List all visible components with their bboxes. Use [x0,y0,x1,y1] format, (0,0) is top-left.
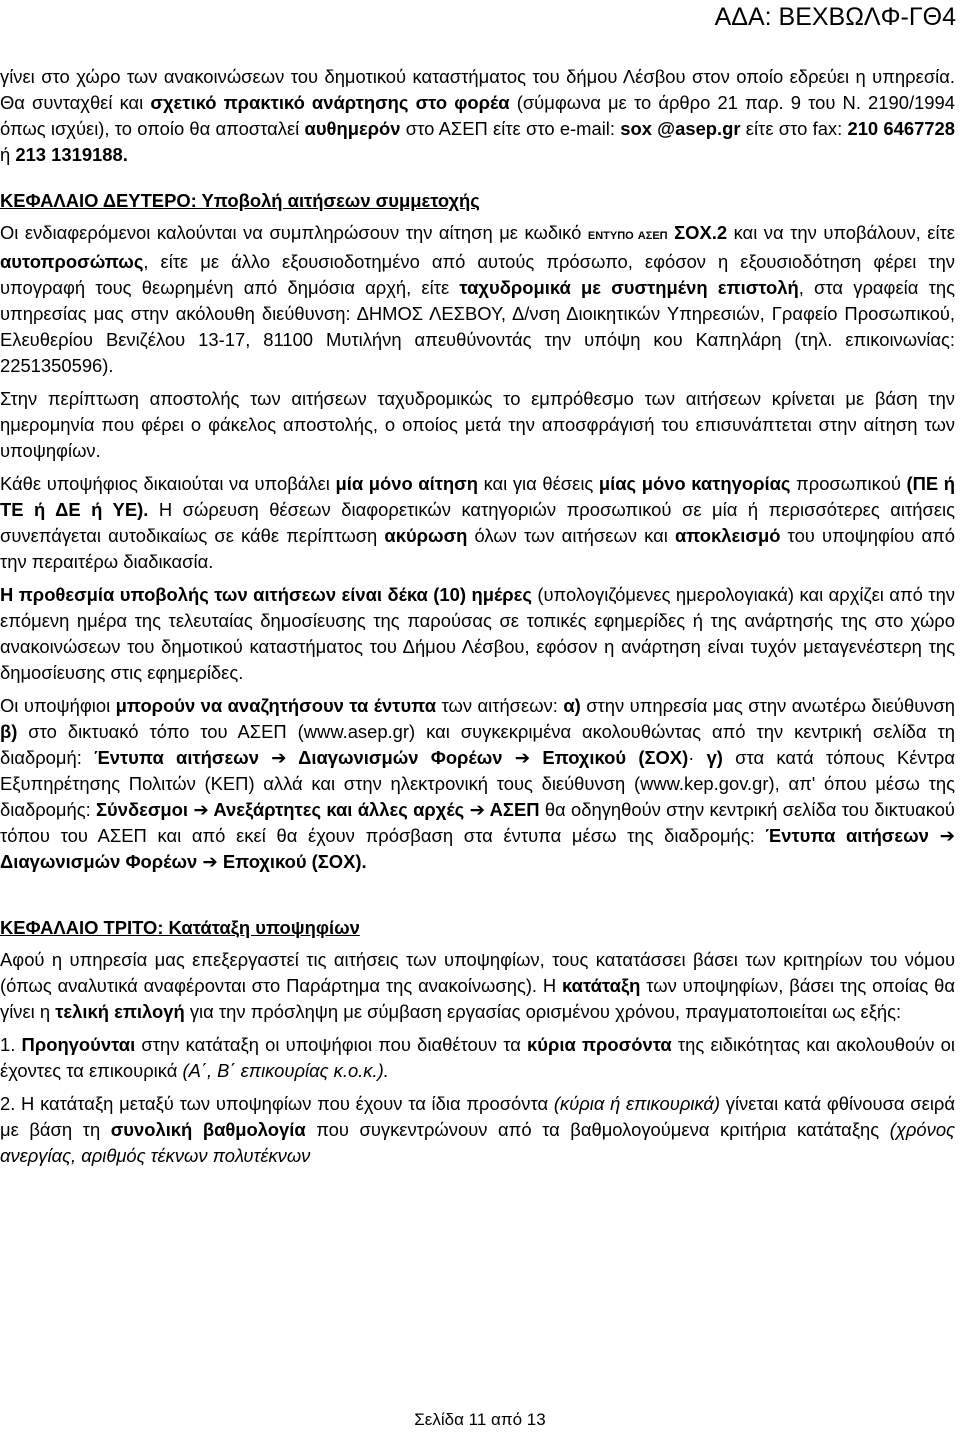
one-application-paragraph: Κάθε υποψήφιος δικαιούται να υποβάλει μία μόνο αίτηση και για θέσεις μίας μόνο κατηγορίας προσωπικού (ΠΕ ή ΤΕ ή ΔΕ ή ΥΕ). Η σώρευση θέσεων διαφορετικών κατηγοριών προσωπικού σε μία ή περισσότερες αιτήσεις συνεπάγεται αυτοδικαίως σε κάθε περίπτωση ακύρωση όλων των αιτήσεων και αποκλεισμό του υποψηφίου από την περαιτέρω διαδικασία. [0,473,955,572]
chapter-two-heading: ΚΕΦΑΛΑΙΟ ΔΕΥΤΕΡΟ: Υποβολή αιτήσεων συμμετοχής [0,190,480,211]
intro-paragraph: γίνει στο χώρο των ανακοινώσεων του δημοτικού καταστήματος του δήμου Λέσβου στον οποίο εδρεύει η υπηρεσία. Θα συνταχθεί και σχετικό πρακτικό ανάρτησης στο φορέα (σύμφωνα με το άρθρο 21 παρ. 9 του Ν. 2190/1994 όπως ισχύει), το οποίο θα αποσταλεί αυθημερόν στο ΑΣΕΠ είτε στο e-mail: sox @asep.gr είτε στο fax: 210 6467728 ή 213 1319188. [0,66,955,165]
submission-paragraph: Οι ενδιαφερόμενοι καλούνται να συμπληρώσουν την αίτηση με κωδικό ΕΝΤΥΠΟ ΑΣΕΠ ΣΟΧ.2 και να την υποβάλουν, είτε αυτοπροσώπως, είτε με άλλο εξουσιοδοτημένο από αυτούς πρόσωπο, εφόσον η εξουσιοδότηση φέρει την υπογραφή τους θεωρημένη από δημόσια αρχή, είτε ταχυδρομικά με συστημένη επιστολή, στα γραφεία της υπηρεσίας μας στην ακόλουθη διεύθυνση: ΔΗΜΟΣ ΛΕΣΒΟΥ, Δ/νση Διοικητικών Υπηρεσιών, Γραφείο Προσωπικού, Ελευθερίου Βενιζέλου 13-17, 81100 Μυτιλήνη απευθύνοντάς την υπόψη κου Καπηλάρη (τηλ. επικοινωνίας: 2251350596). [0,222,956,376]
deadline-paragraph: Η προθεσμία υποβολής των αιτήσεων είναι δέκα (10) ημέρες (υπολογιζόμενες ημερολογιακά) και αρχίζει από την επόμενη ημέρα της τελευταίας δημοσίευσης της παρούσας σε τοπικές εφημερίδες ή της ανάρτησής της στο χώρο ανακοινώσεων του δημοτικού καταστήματος του Δήμου Λέσβου, εφόσον η ανάρτηση είναι τυχόν μεταγενέστερη της δημοσίευσης στις εφημερίδες. [0,584,955,683]
document-body [0,64,955,1169]
forms-paragraph: Οι υποψήφιοι μπορούν να αναζητήσουν τα έντυπα των αιτήσεων: α) στην υπηρεσία μας στην ανωτέρω διεύθυνση β) στο δικτυακό τόπο του ΑΣΕΠ (www.asep.gr) και συγκεκριμένα ακολουθώντας από την κεντρική σελίδα τη διαδρομή: Έντυπα αιτήσεων ➔ Διαγωνισμών Φορέων ➔ Εποχικού (ΣΟΧ)· γ) στα κατά τόπους Κέντρα Εξυπηρέτησης Πολιτών (ΚΕΠ) αλλά και στην ηλεκτρονική τους διεύθυνση (www.kep.gov.gr), απ' όπου μέσω της διαδρομής: Σύνδεσμοι ➔ Ανεξάρτητες και άλλες αρχές ➔ ΑΣΕΠ θα οδηγηθούν στην κεντρική σελίδα του δικτυακού τόπου του ΑΣΕΠ και από εκεί θα έχουν πρόσβαση στα έντυπα μέσω της διαδρομής: Έντυπα αιτήσεων ➔ Διαγωνισμών Φορέων ➔ Εποχικού (ΣΟΧ). [0,695,956,872]
ranking-intro-paragraph: Αφού η υπηρεσία μας επεξεργαστεί τις αιτήσεις των υποψηφίων, τους κατατάσσει βάσει των κριτηρίων του νόμου (όπως αναλυτικά αναφέρονται στο Παράρτημα της ανακοίνωσης). Η κατάταξη των υποψηφίων, βάσει της οποίας θα γίνει η τελική επιλογή για την πρόσληψη με σύμβαση εργασίας ορισμένου χρόνου, πραγματοποιείται ως εξής: [0,949,955,1022]
arrow-right-icon: ➔ [928,825,955,846]
ranking-item-2: 2. Η κατάταξη μεταξύ των υποψηφίων που έχουν τα ίδια προσόντα (κύρια ή επικουρικά) γίνεται κατά φθίνουσα σειρά με βάση τη συνολική βαθμολογία που συγκεντρώνουν από τα βαθμολογούμενα κριτήρια κατάταξης (χρόνος ανεργίας, αριθμός τέκνων πολυτέκνων [0,1093,956,1166]
ada-code: ΑΔΑ: ΒΕΧΒΩΛΦ-ΓΘ4 [714,3,956,31]
arrow-right-icon: ➔ [258,747,299,768]
chapter-three-heading: ΚΕΦΑΛΑΙΟ ΤΡΙΤΟ: Κατάταξη υποψηφίων [0,917,360,938]
arrow-right-icon: ➔ [464,799,490,820]
page-number: Σελίδα 11 από 13 [414,1410,546,1429]
arrow-right-icon: ➔ [502,747,543,768]
ranking-item-1: 1. Προηγούνται στην κατάταξη οι υποψήφιοι που διαθέτουν τα κύρια προσόντα της ειδικότητας και ακολουθούν οι έχοντες τα επικουρικά (Α΄, Β΄ επικουρίας κ.ο.κ.). [0,1034,955,1081]
arrow-right-icon: ➔ [197,851,223,872]
arrow-right-icon: ➔ [188,799,214,820]
postal-paragraph: Στην περίπτωση αποστολής των αιτήσεων ταχυδρομικώς το εμπρόθεσμο των αιτήσεων κρίνεται με βάση την ημερομηνία που φέρει ο φάκελος αποστολής, ο οποίος μετά την αποσφράγισή του επισυνάπτεται στην αίτηση των υποψηφίων. [0,388,955,461]
